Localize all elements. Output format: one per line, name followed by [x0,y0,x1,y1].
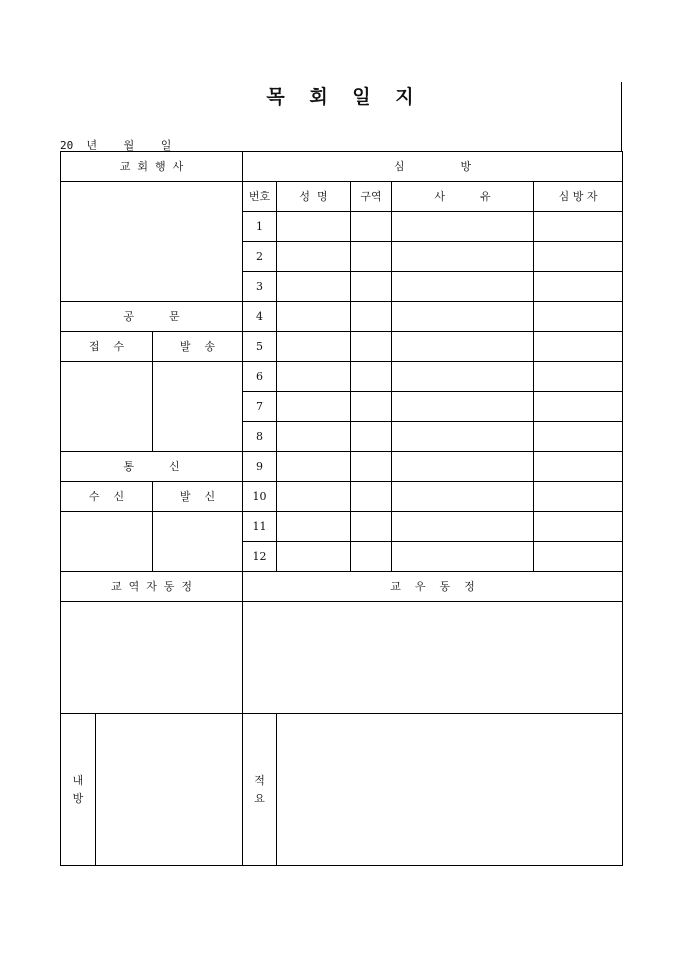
official-docs-header: 공 문 [61,302,243,332]
reason-cell[interactable] [392,272,534,302]
pastoral-log-form [60,151,623,866]
name-cell[interactable] [277,392,351,422]
church-events-area[interactable] [61,182,243,302]
outgoing-area[interactable] [153,512,243,572]
inner-visit-text: 내방 [72,773,84,805]
visitation-header: 심 방 [243,152,623,182]
reason-cell[interactable] [392,242,534,272]
sent-header: 발 송 [153,332,243,362]
name-cell[interactable] [277,332,351,362]
row-number: 7 [243,392,277,422]
visitor-cell[interactable] [534,542,623,572]
row-number: 12 [243,542,277,572]
name-cell[interactable] [277,242,351,272]
row-number: 6 [243,362,277,392]
col-district-header: 구역 [351,182,392,212]
incoming-header: 수 신 [61,482,153,512]
visitor-cell[interactable] [534,212,623,242]
reason-cell[interactable] [392,542,534,572]
date-line: 20 년 월 일 [60,139,172,152]
page-title: 목 회 일 지 [266,86,414,108]
inner-visit-area[interactable] [96,714,243,866]
district-cell[interactable] [351,452,392,482]
inner-visit-label [61,714,96,866]
visitor-cell[interactable] [534,242,623,272]
visitor-cell[interactable] [534,272,623,302]
row-number: 11 [243,512,277,542]
name-cell[interactable] [277,362,351,392]
name-cell[interactable] [277,542,351,572]
district-cell[interactable] [351,542,392,572]
district-cell[interactable] [351,362,392,392]
district-cell[interactable] [351,242,392,272]
district-cell[interactable] [351,422,392,452]
name-cell[interactable] [277,212,351,242]
col-name-header: 성 명 [277,182,351,212]
row-number: 8 [243,422,277,452]
row-number: 3 [243,272,277,302]
member-status-header: 교 우 동 정 [243,572,623,602]
visitor-cell[interactable] [534,422,623,452]
col-number-header: 번호 [243,182,277,212]
church-events-header: 교 회 행 사 [61,152,243,182]
row-number: 1 [243,212,277,242]
visitor-cell[interactable] [534,332,623,362]
visitor-cell[interactable] [534,362,623,392]
reason-cell[interactable] [392,362,534,392]
district-cell[interactable] [351,332,392,362]
name-cell[interactable] [277,512,351,542]
col-visitor-header: 심 방 자 [534,182,623,212]
row-number: 4 [243,302,277,332]
remarks-area[interactable] [277,714,623,866]
visitor-cell[interactable] [534,392,623,422]
reason-cell[interactable] [392,452,534,482]
name-cell[interactable] [277,302,351,332]
row-number: 2 [243,242,277,272]
reason-cell[interactable] [392,482,534,512]
reason-cell[interactable] [392,302,534,332]
reason-cell[interactable] [392,422,534,452]
member-status-area[interactable] [243,602,623,714]
col-reason-header: 사 유 [392,182,534,212]
name-cell[interactable] [277,422,351,452]
sent-area[interactable] [153,362,243,452]
remarks-text: 적요 [254,773,265,805]
row-number: 10 [243,482,277,512]
reason-cell[interactable] [392,512,534,542]
visitor-cell[interactable] [534,482,623,512]
reason-cell[interactable] [392,212,534,242]
staff-status-area[interactable] [61,602,243,714]
reason-cell[interactable] [392,392,534,422]
name-cell[interactable] [277,452,351,482]
staff-status-header: 교 역 자 동 정 [61,572,243,602]
row-number: 5 [243,332,277,362]
incoming-area[interactable] [61,512,153,572]
received-header: 접 수 [61,332,153,362]
district-cell[interactable] [351,302,392,332]
outgoing-header: 발 신 [153,482,243,512]
district-cell[interactable] [351,272,392,302]
remarks-label [243,714,277,866]
reason-cell[interactable] [392,332,534,362]
district-cell[interactable] [351,212,392,242]
communication-header: 통 신 [61,452,243,482]
row-number: 9 [243,452,277,482]
district-cell[interactable] [351,482,392,512]
name-cell[interactable] [277,482,351,512]
district-cell[interactable] [351,512,392,542]
district-cell[interactable] [351,392,392,422]
visitor-cell[interactable] [534,512,623,542]
name-cell[interactable] [277,272,351,302]
visitor-cell[interactable] [534,302,623,332]
received-area[interactable] [61,362,153,452]
visitor-cell[interactable] [534,452,623,482]
